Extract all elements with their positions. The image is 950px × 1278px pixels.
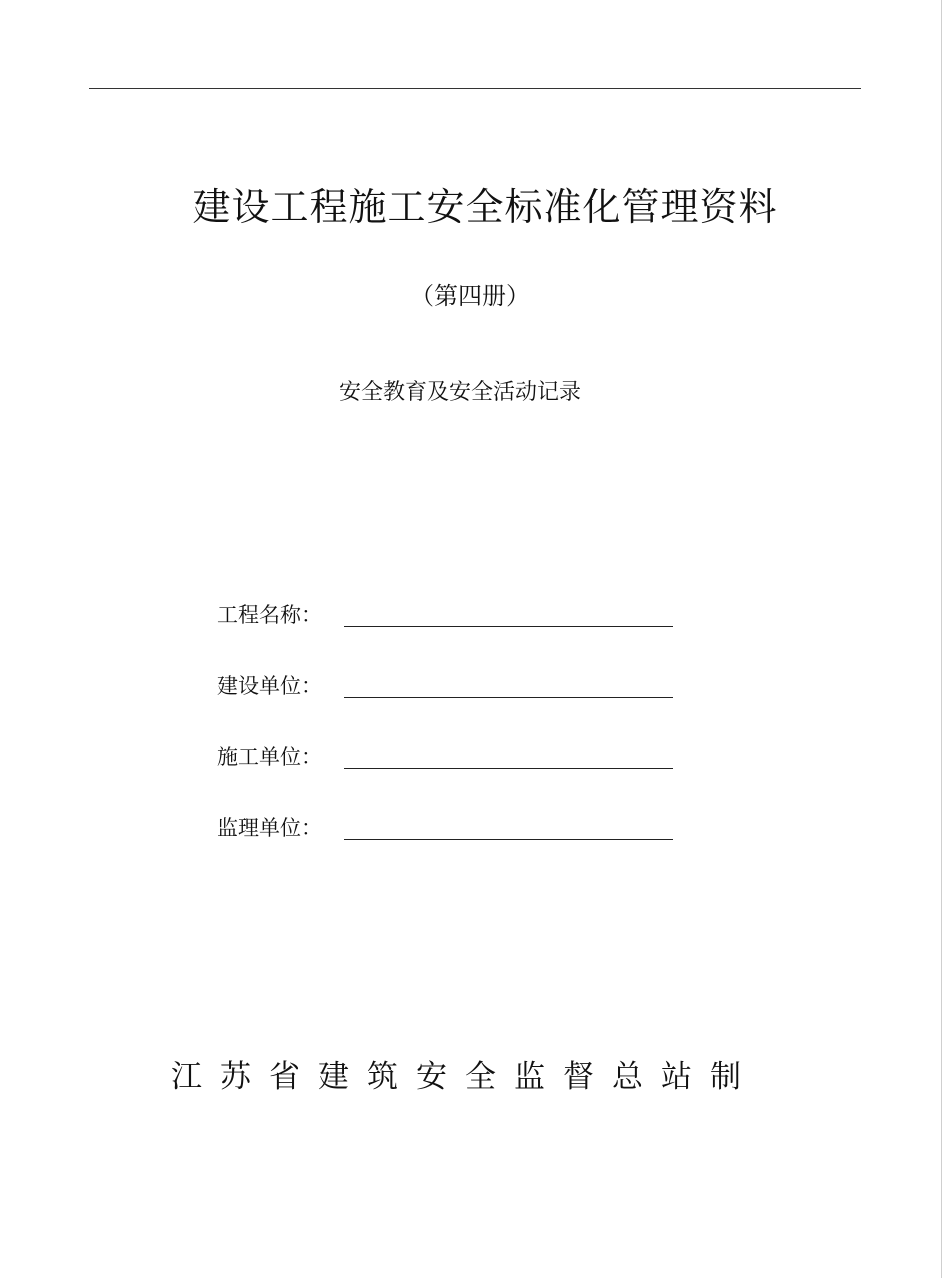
- construction-owner-field[interactable]: [344, 697, 673, 698]
- volume-label: （第四册）: [410, 282, 530, 310]
- construction-owner-label: 建设单位：: [217, 674, 322, 698]
- supervisor-label: 监理单位：: [217, 816, 322, 840]
- contractor-row: [217, 740, 687, 776]
- project-name-field[interactable]: [344, 626, 673, 627]
- header-rule: [89, 88, 861, 89]
- document-title: 建设工程施工安全标准化管理资料: [192, 185, 778, 229]
- document-subtitle: 安全教育及安全活动记录: [338, 380, 581, 405]
- contractor-field[interactable]: [344, 768, 673, 769]
- construction-owner-row: [217, 669, 687, 705]
- issuer-line: 江苏省建筑安全监督总站制: [171, 1059, 759, 1095]
- project-name-label: 工程名称：: [217, 603, 322, 627]
- project-name-row: [217, 598, 687, 634]
- contractor-label: 施工单位：: [217, 745, 322, 769]
- supervisor-field[interactable]: [344, 839, 673, 840]
- supervisor-row: [217, 811, 687, 847]
